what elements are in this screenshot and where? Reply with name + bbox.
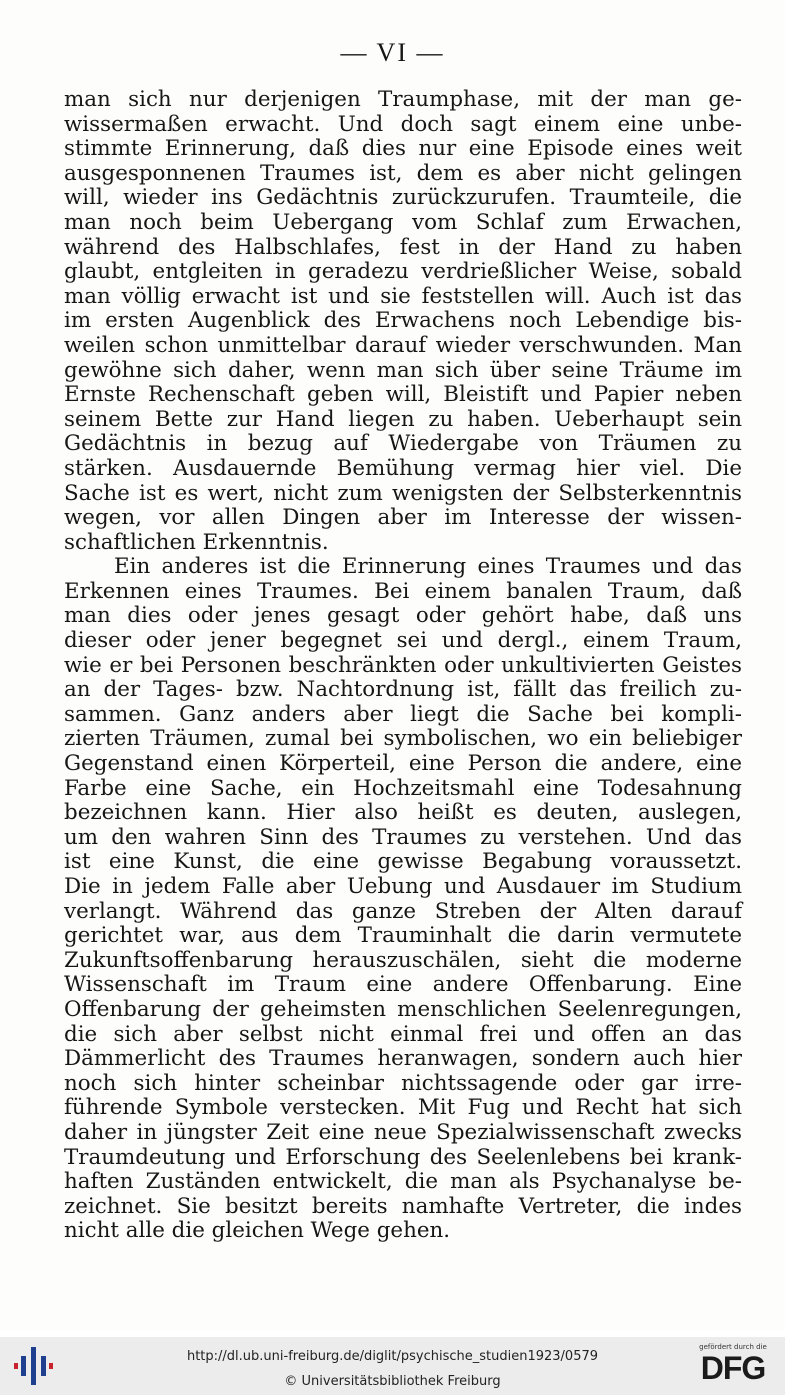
text-line: Sache ist es wert, nicht zum wenigsten der Selbsterkenntnis xyxy=(64,480,742,506)
text-line: dieser oder jener begegnet sei und dergl., einem Traum, xyxy=(64,628,742,654)
text-line: die sich aber selbst nicht einmal frei und offen an das xyxy=(64,1021,742,1047)
text-line: Farbe eine Sache, ein Hochzeitsmahl eine Todesahnung xyxy=(64,775,742,801)
text-line: stärken. Ausdauernde Bemühung vermag hier viel. Die xyxy=(64,455,742,481)
source-url-link[interactable]: http://dl.ub.uni-freiburg.de/diglit/psychische_studien1923/0579 xyxy=(186,1349,599,1364)
text-line: schaftlichen Erkenntnis. xyxy=(64,529,329,555)
text-line: verlangt. Während das ganze Streben der Alten darauf xyxy=(64,898,742,924)
body-text xyxy=(64,88,742,1244)
text-line: noch sich hinter scheinbar nichtssagende oder gar irre- xyxy=(64,1070,742,1096)
text-line: haften Zuständen entwickelt, die man als Psychanalyse be- xyxy=(64,1169,742,1195)
text-line: Traumdeutung und Erforschung des Seelenlebens bei krank- xyxy=(64,1144,742,1170)
text-line: stimmte Erinnerung, daß dies nur eine Episode eines weit xyxy=(64,136,742,162)
text-line: ist eine Kunst, die eine gewisse Begabung voraussetzt. xyxy=(64,849,742,875)
text-line: wissermaßen erwacht. Und doch sagt einem eine unbe- xyxy=(64,111,742,137)
text-line: im ersten Augenblick des Erwachens noch Lebendige bis- xyxy=(64,308,742,334)
text-line: wie er bei Personen beschränkten oder unkultivierten Geistes xyxy=(64,652,742,678)
text-line: man völlig erwacht ist und sie feststellen will. Auch ist das xyxy=(64,283,742,309)
text-line: Ein anderes ist die Erinnerung eines Traumes und das xyxy=(114,554,742,580)
viewer-footer xyxy=(0,1337,785,1395)
text-line: Gegenstand einen Körperteil, eine Person die andere, eine xyxy=(64,751,742,777)
text-line: will, wieder ins Gedächtnis zurückzurufen. Traumteile, die xyxy=(64,185,742,211)
text-line: Gedächtnis in bezug auf Wiedergabe von Träumen zu xyxy=(64,431,742,457)
text-line: ausgesponnenen Traumes ist, dem es aber nicht gelingen xyxy=(64,160,742,186)
text-line: während des Halbschlafes, fest in der Hand zu haben xyxy=(64,234,742,260)
text-line: Die in jedem Falle aber Uebung und Ausdauer im Studium xyxy=(64,874,742,899)
text-line: gewöhne sich daher, wenn man sich über seine Träume im xyxy=(64,357,742,383)
dfg-caption: gefördert durch die xyxy=(699,1343,767,1351)
text-line: Offenbarung der geheimsten menschlichen Seelenregungen, xyxy=(64,996,742,1022)
text-line: bezeichnen kann. Hier also heißt es deuten, auslegen, xyxy=(64,800,742,826)
text-line: daher in jüngster Zeit eine neue Spezialwissenschaft zwecks xyxy=(64,1119,742,1145)
text-line: man dies oder jenes gesagt oder gehört habe, daß uns xyxy=(64,603,742,629)
text-line: seinem Bette zur Hand liegen zu haben. Ueberhaupt sein xyxy=(64,406,742,432)
page-number: — VI — xyxy=(340,38,445,67)
text-line: nicht alle die gleichen Wege gehen. xyxy=(64,1218,451,1244)
text-line: glaubt, entgleiten in geradezu verdrießlicher Weise, sobald xyxy=(64,259,742,285)
copyright-text: © Universitätsbibliothek Freiburg xyxy=(284,1374,501,1389)
text-line: man sich nur derjenigen Traumphase, mit der man ge- xyxy=(64,87,742,112)
text-line: an der Tages- bzw. Nachtordnung ist, fällt das freilich zu- xyxy=(64,677,742,703)
text-line: wegen, vor allen Dingen aber im Interesse der wissen- xyxy=(64,505,742,531)
text-line: sammen. Ganz anders aber liegt die Sache bei kompli- xyxy=(64,701,742,727)
text-line: zeichnet. Sie besitzt bereits namhafte Vertreter, die indes xyxy=(64,1193,742,1219)
text-line: man noch beim Uebergang vom Schlaf zum Erwachen, xyxy=(64,209,742,235)
text-line: Wissenschaft im Traum eine andere Offenbarung. Eine xyxy=(64,972,742,998)
text-line: Dämmerlicht des Traumes heranwagen, sondern auch hier xyxy=(64,1046,742,1072)
text-line: um den wahren Sinn des Traumes zu verstehen. Und das xyxy=(64,824,742,850)
text-line: zierten Träumen, zumal bei symbolischen, wo ein beliebiger xyxy=(64,726,742,752)
text-line: führende Symbole verstecken. Mit Fug und Recht hat sich xyxy=(64,1095,742,1121)
text-line: Ernste Rechenschaft geben will, Bleistift und Papier neben xyxy=(64,382,742,408)
text-line: Zukunftsoffenbarung herauszuschälen, sieht die moderne xyxy=(64,947,742,973)
text-line: gerichtet war, aus dem Trauminhalt die darin vermutete xyxy=(64,923,742,949)
dfg-logo-text: DFG xyxy=(700,1350,766,1386)
text-line: weilen schon unmittelbar darauf wieder verschwunden. Man xyxy=(64,332,742,358)
text-line: Erkennen eines Traumes. Bei einem banalen Traum, daß xyxy=(64,578,742,604)
dfg-logo xyxy=(691,1343,775,1389)
